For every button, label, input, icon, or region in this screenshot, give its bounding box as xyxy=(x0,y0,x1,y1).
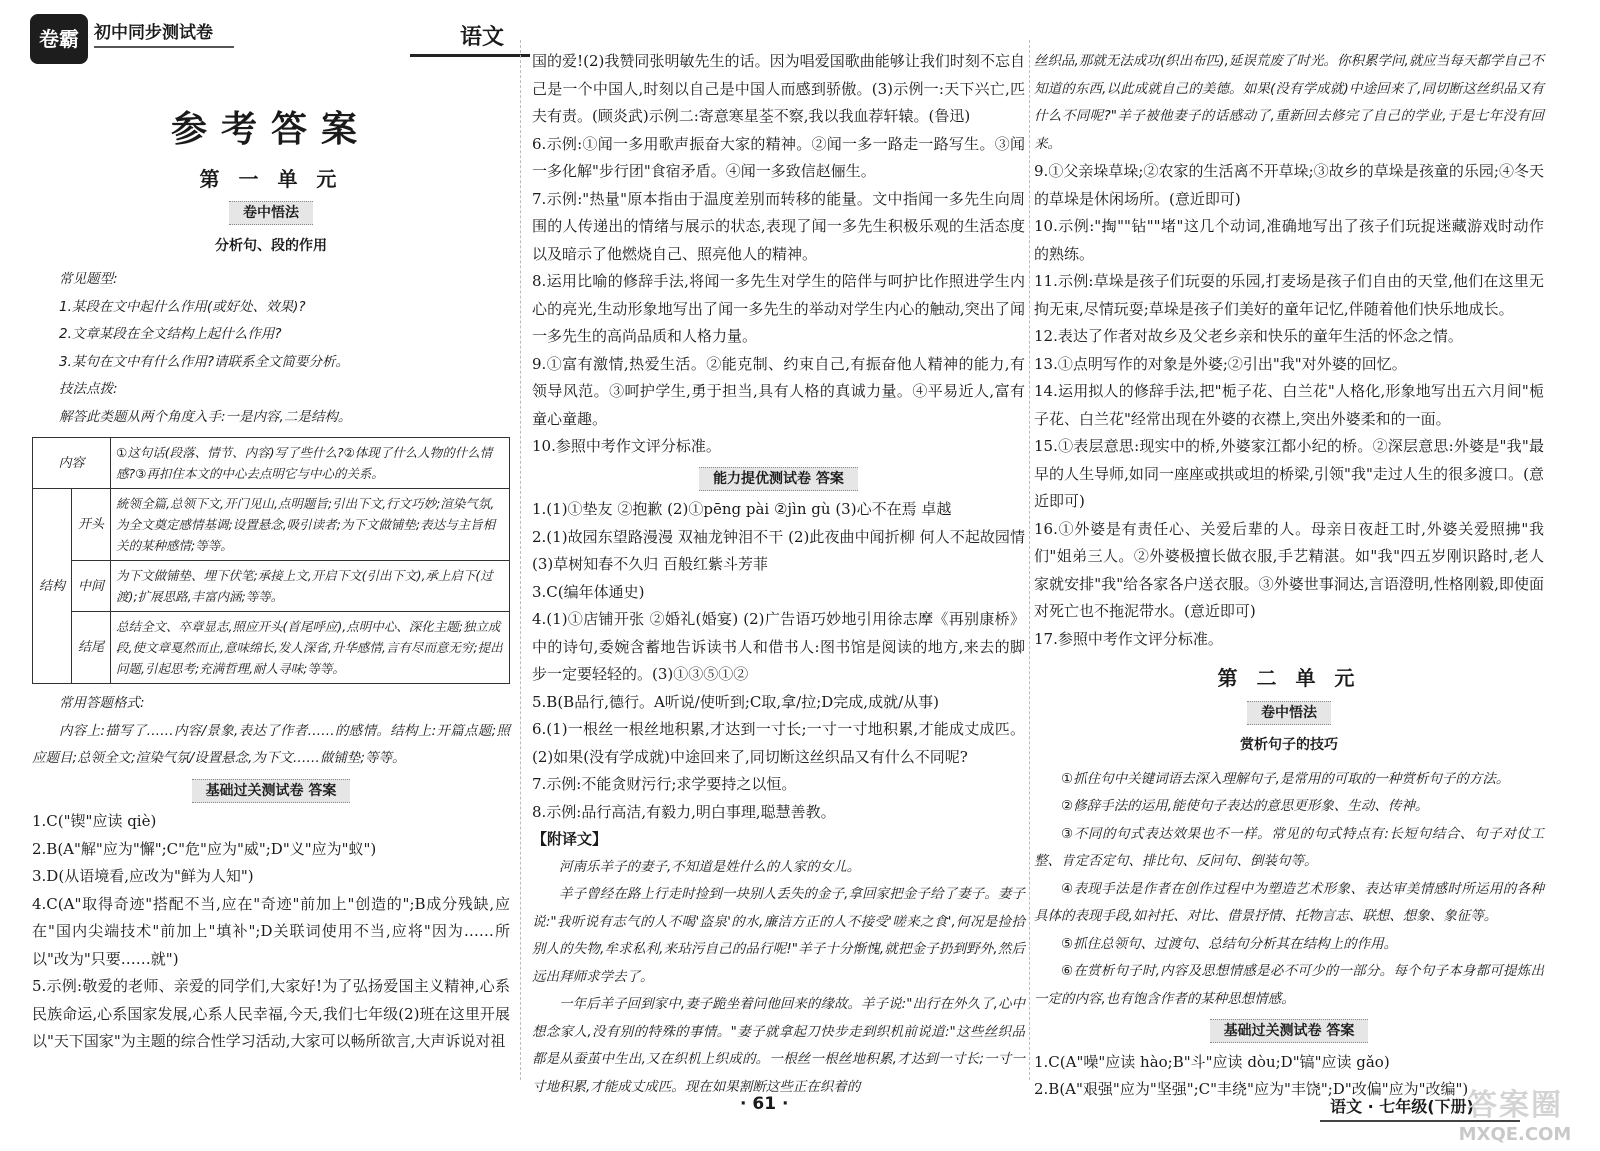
answer-item: 3.C(编年体通史) xyxy=(532,582,645,601)
table-label: 内容 xyxy=(33,438,111,489)
answer-item: 15.①表层意思:现实中的桥,外婆家江都小纪的桥。②深层意思:外婆是"我"最早的人生导师,如同一座座或拱或坦的桥梁,引领"我"走过人生的很多渡口。(意近即可) xyxy=(1034,437,1544,510)
intro-line: 2.文章某段在全文结构上起什么作用? xyxy=(59,326,282,342)
answer-item: 10.参照中考作文评分标准。 xyxy=(532,437,721,455)
answer-item: 3.D(从语境看,应改为"鲜为人知") xyxy=(32,867,254,885)
answer-item: 4.C(A"取得奇迹"搭配不当,应在"奇迹"前加上"创造的";B成分残缺,应在"国内尖端技术"前加上"填补";D关联词使用不当,应将"因为……所以"改为"只要……就") xyxy=(32,894,510,968)
table-label: 结构 xyxy=(33,489,72,684)
intro-line: 解答此类题从两个角度入手:一是内容,二是结构。 xyxy=(59,408,352,425)
answer-item: 1.C(A"噪"应读 hào;B"斗"应读 dòu;D"镐"应读 gǎo) xyxy=(1034,1052,1390,1071)
appendix-title: 【附译文】 xyxy=(532,830,608,848)
answer-item: 8.运用比喻的修辞手法,将闻一多先生对学生的陪伴与呵护比作照进学生内心的亮光,生动形象地写出了闻一多先生的举动对学生内心的触动,突出了闻一多先生的高尚品质和人格力量。 xyxy=(532,272,1025,345)
tip-line: ③不同的句式表达效果也不一样。常见的句式特点有:长短句结合、句子对仗工整、肯定否定句、排比句、反问句、倒装句等。 xyxy=(1034,825,1544,869)
section-badge: 卷中悟法 xyxy=(32,199,510,227)
answer-item: 12.表达了作者对故乡及父老乡亲和快乐的童年生活的怀念之情。 xyxy=(1034,327,1463,345)
table-cell: 总结全文、卒章显志,照应开头(首尾呼应),点明中心、深化主题;独立成段,使文章戛然而止,意味绵长,发人深省,升华感情,言有尽而意无穷;提出问题,引起思考;充满哲理,耐人寻味;等等。 xyxy=(111,612,510,684)
intro-line: 1.某段在文中起什么作用(或好处、效果)? xyxy=(59,298,306,315)
page-header xyxy=(30,6,510,68)
tip-line: ⑥在赏析句子时,内容及思想情感是必不可少的一部分。每个句子本身都可提炼出一定的内容,也有饱含作者的某种思想情感。 xyxy=(1034,963,1544,1007)
header-divider xyxy=(94,46,234,48)
footer-subject: 语文 · 七年级(下册) xyxy=(1330,1097,1474,1116)
watermark-url: MXQE.COM xyxy=(1458,1124,1572,1145)
answer-item: 16.①外婆是有责任心、关爱后辈的人。母亲日夜赶工时,外婆关爱照拂"我们"姐弟三人。②外婆极擅长做衣服,手艺精湛。如"我"四五岁刚识路时,老人家就安排"我"给各家各户送衣服。③外婆世事洞达,言语澄明,性格刚毅,即使面对死亡也不拖泥带水。(意近即可) xyxy=(1034,519,1544,620)
method-subtitle: 赏析句子的技巧 xyxy=(1240,737,1338,753)
answer-item: 6.示例:①闻一多用歌声振奋大家的精神。②闻一多一路走一路写生。③闻一多化解"步行团"食宿矛盾。④闻一多致信赵俪生。 xyxy=(532,134,1025,180)
section-badge: 卷中悟法 xyxy=(1034,699,1544,727)
intro-line: 常见题型: xyxy=(59,271,118,287)
page-number: · 61 · xyxy=(740,1094,789,1114)
table-cell: 为下文做铺垫、埋下伏笔;承接上文,开启下文(引出下文),承上启下(过渡);扩展思路,丰富内涵;等等。 xyxy=(111,561,510,612)
answer-item: 9.①父亲垛草垛;②农家的生活离不开草垛;③故乡的草垛是孩童的乐园;④冬天的草垛是休闲场所。(意近即可) xyxy=(1034,162,1544,208)
answer-item: 1.C("锲"应读 qiè) xyxy=(32,812,157,830)
column-left xyxy=(32,96,510,1056)
answer-item: 2.(1)故园东望路漫漫 双袖龙钟泪不干 (2)此夜曲中闻折柳 何人不起故园情 (3)草树知春不久归 百般红紫斗芳菲 xyxy=(532,527,1025,573)
table-label: 中间 xyxy=(72,561,111,612)
answer-item: 2.B(A"艰强"应为"坚强";C"丰绕"应为"丰饶";D"改偏"应为"改编") xyxy=(1034,1080,1469,1098)
column-right xyxy=(1034,48,1544,1104)
answer-item: 2.B(A"解"应为"懈";C"危"应为"威";D"义"应为"蚁") xyxy=(32,839,377,858)
translation-paragraph: 丝织品,那就无法成功(织出布匹),延误荒废了时光。你积累学问,就应当每天都学自己不知道的东西,以此成就自己的美德。如果(没有学成就)中途回来了,同切断这丝织品又有什么不同呢?"羊子被他妻子的话感动了,重新回去修完了自己的学业,于是七年没有回来。 xyxy=(1034,53,1544,152)
answer-item: 5.B(B品行,德行。A听说/使听到;C取,拿/拉;D完成,成就/从事) xyxy=(532,692,939,711)
page-title: 参考答案 xyxy=(170,109,371,150)
subject-underline xyxy=(410,54,530,57)
answer-item: 6.(1)一根丝一根丝地积累,才达到一寸长;一寸一寸地积累,才能成丈成匹。(2)如果(没有学成就)中途回来了,同切断这丝织品又有什么不同呢? xyxy=(532,720,1025,766)
unit-heading: 第 一 单 元 xyxy=(199,166,343,191)
answer-item: 8.示例:品行高洁,有毅力,明白事理,聪慧善教。 xyxy=(532,802,836,821)
brand-logo: 卷霸 xyxy=(30,14,88,64)
section-badge: 基础过关测试卷 答案 xyxy=(1034,1017,1544,1045)
answer-item: 10.示例:"掏""钻""堵"这几个动词,准确地写出了孩子们玩捉迷藏游戏时动作的熟练。 xyxy=(1034,217,1544,263)
tip-line: ⑤抓住总领句、过渡句、总结句分析其在结构上的作用。 xyxy=(1061,935,1398,952)
answer-item: 17.参照中考作文评分标准。 xyxy=(1034,629,1223,648)
table-row xyxy=(33,561,510,612)
table-label: 结尾 xyxy=(72,612,111,684)
table-row xyxy=(33,489,510,561)
table-row xyxy=(33,612,510,684)
table-cell: 統领全篇,总领下文,开门见山,点明题旨;引出下文,行文巧妙;渲染气氛,为全文奠定感情基调;设置悬念,吸引读者;为下文做铺垫;表达与主旨相关的某种感情;等等。 xyxy=(111,489,510,561)
translation-paragraph: 羊子曾经在路上行走时捡到一块别人丢失的金子,拿回家把金子给了妻子。妻子说:"我听说有志气的人不喝'盗泉'的水,廉洁方正的人不接受'嗟来之食',何况是捡拾别人的失物,牟求私利,来玷污自己的品行呢!"羊子十分惭愧,就把金子扔到野外,然后远出拜师求学去了。 xyxy=(532,886,1025,985)
table-row xyxy=(33,438,510,489)
series-title: 初中同步测试卷 xyxy=(94,23,213,43)
intro-line: 技法点拨: xyxy=(59,381,118,397)
format-text: 内容上:描写了……内容/景象,表达了作者……的感情。结构上:开篇点题;照应题目;总领全文;渲染气氛/设置悬念,为下文……做铺垫;等等。 xyxy=(32,722,510,766)
column-divider xyxy=(1029,40,1031,1080)
answer-item: 5.示例:敬爱的老师、亲爱的同学们,大家好!为了弘扬爱国主义精神,心系民族命运,心系国家发展,心系人民幸福,今天,我们七年级(2)班在这里开展以"天下国家"为主题的综合性学习活动,大家可以畅所欲言,大声诉说对祖 xyxy=(32,977,510,1050)
answer-item: 1.(1)①垫友 ②抱歉 (2)①pēng pài ②jìn gù (3)心不在焉 卓越 xyxy=(532,500,952,518)
answer-item: 国的爱!(2)我赞同张明敏先生的话。因为唱爱国歌曲能够让我们时刻不忘自己是一个中国人,时刻以自己是中国人而感到骄傲。(3)示例一:天下兴亡,匹夫有责。(顾炎武)示例二:寄意寒星荃不察,我以我血荐轩辕。(鲁迅) xyxy=(532,52,1025,125)
column-divider xyxy=(520,40,522,1080)
answer-item: 4.(1)①店铺开张 ②婚礼(婚宴) (2)广告语巧妙地引用徐志摩《再别康桥》中的诗句,委婉含蓄地告诉读书人和借书人:图书馆是阅读的地方,来去的脚步一定要轻轻的。(3)①③⑤①② xyxy=(532,610,1025,683)
answer-item: 14.运用拟人的修辞手法,把"栀子花、白兰花"人格化,形象地写出五六月间"栀子花、白兰花"经常出现在外婆的衣襟上,突出外婆柔和的一面。 xyxy=(1034,382,1544,428)
format-title: 常用答题格式: xyxy=(59,695,145,711)
column-middle xyxy=(532,48,1025,1101)
answer-item: 7.示例:"热量"原本指由于温度差别而转移的能量。文中指闻一多先生向周围的人传递出的情绪与展示的状态,表现了闻一多先生积极乐观的生活态度以及暗示了他燃烧自己、照亮他人的精神。 xyxy=(532,189,1025,263)
unit-heading: 第 二 单 元 xyxy=(1217,666,1361,690)
answer-item: 13.①点明写作的对象是外婆;②引出"我"对外婆的回忆。 xyxy=(1034,354,1407,373)
method-table xyxy=(32,437,510,684)
translation-paragraph: 一年后羊子回到家中,妻子跪坐着问他回来的缘故。羊子说:"出行在外久了,心中想念家人,没有别的特殊的事情。"妻子就拿起刀快步走到织机前说道:"这些丝织品都是从蚕茧中生出,又在织机上织成的。一根丝一根丝地积累,才达到一寸长;一寸一寸地积累,才能成丈成匹。现在如果割断这些正在织着的 xyxy=(532,996,1025,1095)
tip-line: ①抓住句中关键词语去深入理解句子,是常用的可取的一种赏析句子的方法。 xyxy=(1061,770,1510,787)
subject-label: 语文 xyxy=(460,25,505,50)
section-badge: 基础过关测试卷 答案 xyxy=(32,777,510,805)
translation-paragraph: 河南乐羊子的妻子,不知道是姓什么的人家的女儿。 xyxy=(559,858,861,875)
tip-line: ④表现手法是作者在创作过程中为塑造艺术形象、表达审美情感时所运用的各种具体的表现手段,如衬托、对比、借景抒情、托物言志、联想、想象、象征等。 xyxy=(1034,880,1544,924)
table-cell: ①这句话(段落、情节、内容)写了些什么?②体现了什么人物的什么情感?③再扣住本文的中心去点明它与中心的关系。 xyxy=(111,438,510,489)
answer-item: 7.示例:不能贪财污行;求学要持之以恒。 xyxy=(532,775,797,793)
intro-line: 3.某句在文中有什么作用?请联系全文简要分析。 xyxy=(59,353,350,370)
method-subtitle: 分析句、段的作用 xyxy=(215,237,327,254)
answer-item: 11.示例:草垛是孩子们玩耍的乐园,打麦场是孩子们自由的天堂,他们在这里无拘无束,尽情玩耍;草垛是孩子们美好的童年记忆,伴随着他们快乐地成长。 xyxy=(1034,272,1544,318)
table-label: 开头 xyxy=(72,489,111,561)
answer-item: 9.①富有激情,热爱生活。②能克制、约束自己,有振奋他人精神的能力,有领导风范。③呵护学生,勇于担当,具有人格的真诚力量。④平易近人,富有童心童趣。 xyxy=(532,354,1025,428)
tip-line: ②修辞手法的运用,能使句子表达的意思更形象、生动、传神。 xyxy=(1061,798,1429,814)
watermark-text: 答案圈 xyxy=(1467,1088,1563,1123)
watermark xyxy=(1440,1080,1590,1146)
section-badge: 能力提优测试卷 答案 xyxy=(532,465,1025,493)
